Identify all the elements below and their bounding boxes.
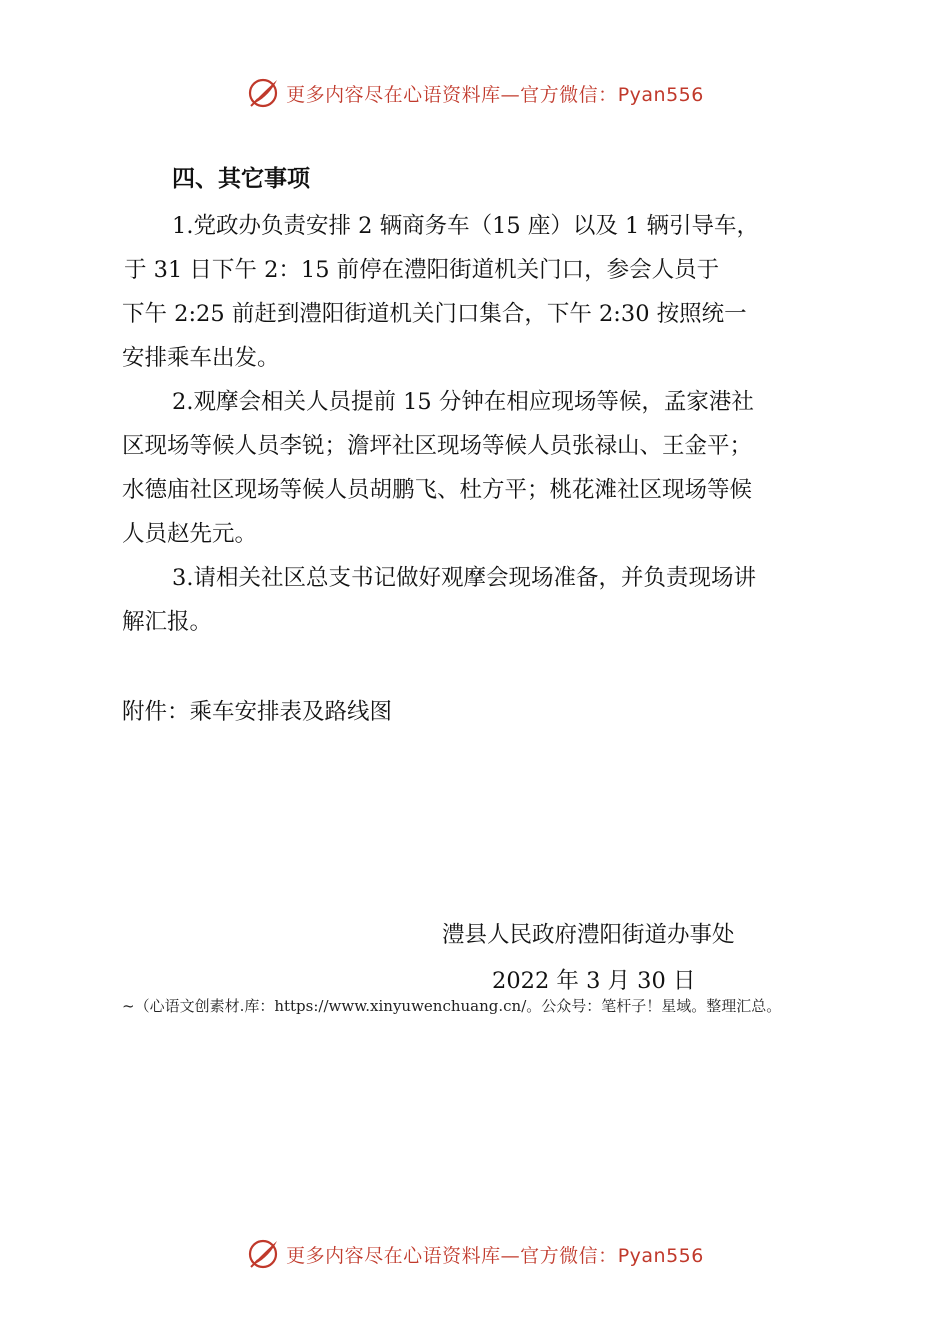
paragraph-item-1 [122, 204, 842, 380]
paragraph-line: 区现场等候人员李锐；澹坪社区现场等候人员张禄山、王金平； [122, 433, 753, 459]
paragraph-item-2 [122, 380, 842, 556]
attachment-note: 附件：乘车安排表及路线图 [122, 699, 393, 725]
paragraph-item-3 [122, 556, 842, 644]
paragraph-line: 水德庙社区现场等候人员胡鹏飞、杜方平；桃花滩社区现场等候 [122, 477, 753, 503]
quill-logo-icon [246, 1237, 280, 1271]
paragraph-line: 1.党政办负责安排 2 辆商务车（15 座）以及 1 辆引导车， [172, 213, 759, 239]
source-note: ~（心语文创素材.库：https://www.xinyuwenchuang.cn/。公众号：笔杆子！星域。整理汇总。 [122, 997, 782, 1015]
watermark-text: 更多内容尽在心语资料库—官方微信：Pyan556 [286, 1244, 704, 1267]
paragraph-line: 解汇报。 [122, 609, 213, 635]
paragraph-line: 人员赵先元。 [122, 521, 258, 547]
signature-date: 2022 年 3 月 30 日 [492, 968, 696, 994]
signature-org: 澧县人民政府澧阳街道办事处 [442, 922, 735, 948]
quill-logo-icon [246, 76, 280, 110]
paragraph-line: 安排乘车出发。 [122, 345, 280, 371]
paragraph-line: 2.观摩会相关人员提前 15 分钟在相应现场等候，孟家港社 [172, 389, 754, 415]
watermark-banner-bottom [0, 1232, 950, 1276]
paragraph-line: 3.请相关社区总支书记做好观摩会现场准备，并负责现场讲 [172, 565, 756, 591]
watermark-text: 更多内容尽在心语资料库—官方微信：Pyan556 [286, 83, 704, 106]
watermark-banner-top [0, 71, 950, 115]
section-heading: 四、其它事项 [172, 166, 310, 192]
paragraph-line: 于 31 日下午 2：15 前停在澧阳街道机关门口，参会人员于 [124, 257, 720, 283]
paragraph-line: 下午 2:25 前赶到澧阳街道机关门口集合，下午 2:30 按照统一 [122, 301, 747, 327]
